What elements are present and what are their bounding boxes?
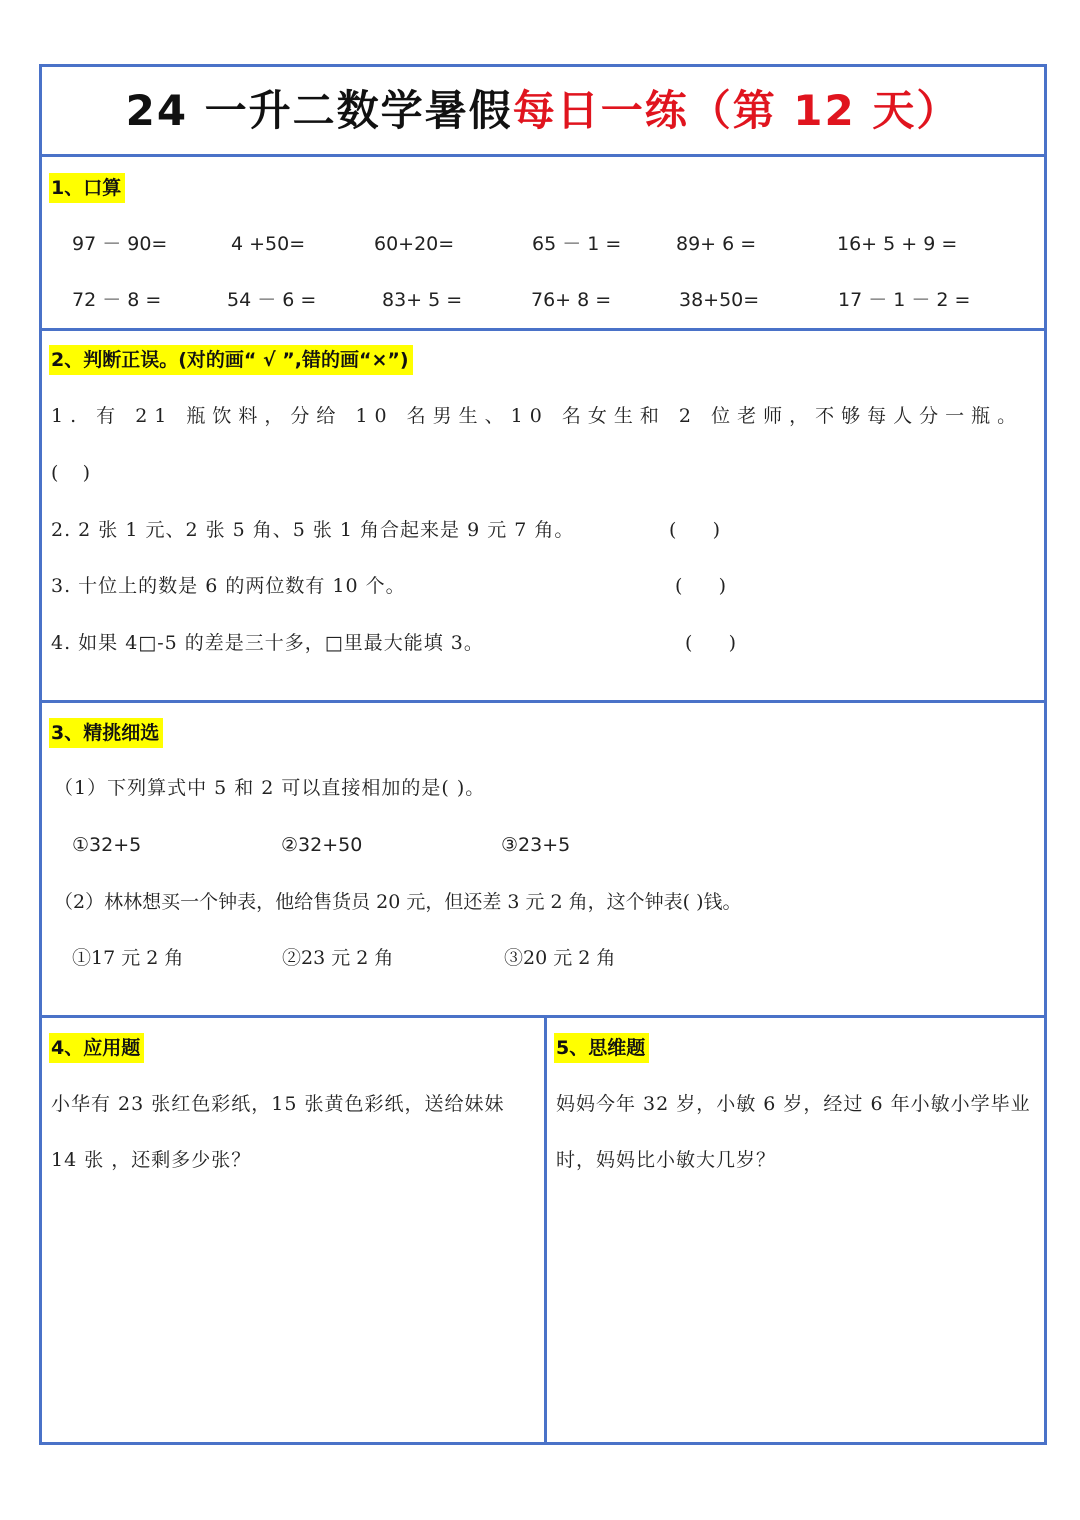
- word-problem-line: 小华有 23 张红色彩纸，15 张黄色彩纸，送给妹妹: [51, 1093, 505, 1115]
- calc-item: 16+ 5 + 9 =: [837, 233, 958, 255]
- calc-item: 72 － 8 =: [72, 289, 162, 311]
- calc-item: 38+50=: [679, 289, 760, 311]
- choice-option[interactable]: ①17 元 2 角: [72, 947, 184, 969]
- judge-answer-4[interactable]: ( ): [685, 632, 737, 654]
- judge-answer-1[interactable]: ( ): [51, 462, 90, 484]
- section4-heading: 4、应用题: [49, 1033, 144, 1063]
- divider-section3: [42, 1015, 1044, 1018]
- choice-option[interactable]: ②32+50: [281, 834, 363, 856]
- divider-section2: [42, 700, 1044, 703]
- calc-item: 60+20=: [374, 233, 455, 255]
- choice-option[interactable]: ①32+5: [72, 834, 142, 856]
- divider-section1: [42, 328, 1044, 331]
- choice-option[interactable]: ③23+5: [501, 834, 571, 856]
- choice-question-1: （1）下列算式中 5 和 2 可以直接相加的是( )。: [54, 777, 486, 799]
- choice-option[interactable]: ③20 元 2 角: [504, 947, 616, 969]
- page-title: [42, 83, 1044, 139]
- calc-item: 97 － 90=: [72, 233, 168, 255]
- calc-item: 4 +50=: [231, 233, 306, 255]
- title-black-part: 24 一升二数学暑假: [125, 86, 513, 135]
- word-problem-line: 14 张 ，还剩多少张？: [51, 1149, 252, 1171]
- calc-item: 54 － 6 =: [227, 289, 317, 311]
- judge-answer-2[interactable]: ( ): [669, 519, 721, 541]
- calc-item: 83+ 5 =: [382, 289, 463, 311]
- judge-question-2: 2. 2 张 1 元、2 张 5 角、5 张 1 角合起来是 9 元 7 角。: [51, 519, 575, 541]
- judge-answer-3[interactable]: ( ): [675, 575, 727, 597]
- calc-item: 89+ 6 =: [676, 233, 757, 255]
- section5-heading: 5、思维题: [554, 1033, 649, 1063]
- section2-heading: 2、判断正误。(对的画“ √ ”,错的画“×”): [49, 345, 413, 375]
- divider-section4-5: [544, 1015, 547, 1445]
- calc-item: 65 － 1 =: [532, 233, 622, 255]
- judge-question-1: 1. 有 21 瓶饮料，分给 10 名男生、10 名女生和 2 位老师，不够每人分一瓶。: [51, 405, 1024, 427]
- thinking-problem-line: 时，妈妈比小敏大几岁？: [556, 1149, 777, 1171]
- section1-heading: 1、口算: [49, 173, 125, 203]
- judge-question-3: 3. 十位上的数是 6 的两位数有 10 个。: [51, 575, 406, 597]
- worksheet-frame: [39, 64, 1047, 1445]
- title-red-part: 每日一练（第 12 天）: [512, 86, 961, 135]
- thinking-problem-line: 妈妈今年 32 岁，小敏 6 岁，经过 6 年小敏小学毕业: [556, 1093, 1031, 1115]
- calc-item: 76+ 8 =: [531, 289, 612, 311]
- section3-heading: 3、精挑细选: [49, 718, 163, 748]
- divider-title: [42, 154, 1044, 157]
- calc-item: 17 － 1 － 2 =: [838, 289, 971, 311]
- choice-option[interactable]: ②23 元 2 角: [282, 947, 394, 969]
- judge-question-4: 4. 如果 4□-5 的差是三十多，□里最大能填 3。: [51, 632, 484, 654]
- choice-question-2: （2）林林想买一个钟表，他给售货员 20 元，但还差 3 元 2 角，这个钟表( )钱。: [54, 891, 742, 913]
